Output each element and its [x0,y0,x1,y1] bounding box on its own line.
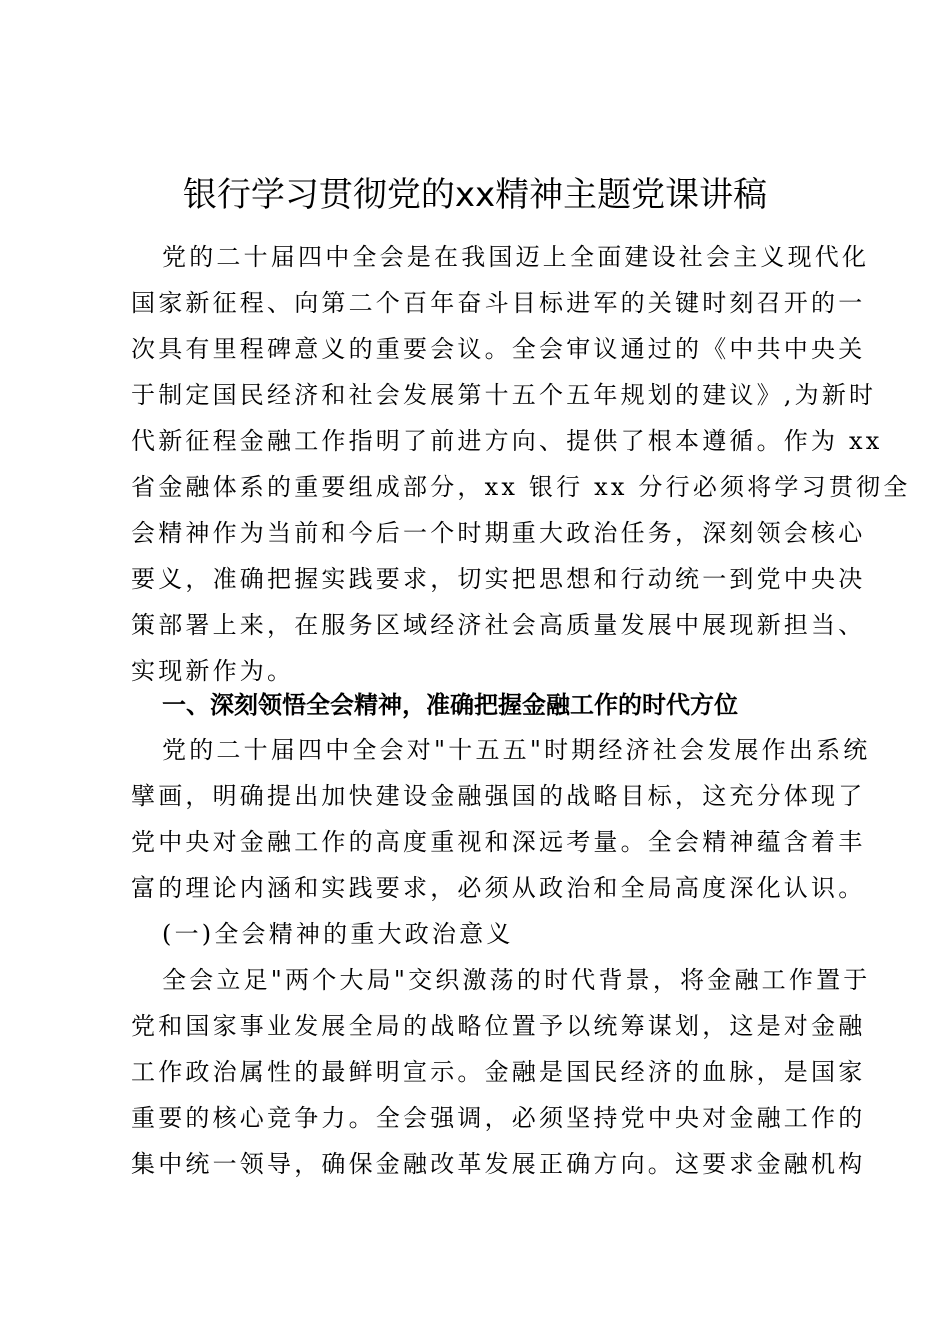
paragraph-line: 实现新作为。 [131,657,295,685]
document-title: 银行学习贯彻党的xx精神主题党课讲稿 [182,175,768,215]
paragraph-line: 党中央对金融工作的高度重视和深远考量。全会精神蕴含着丰 [131,828,866,856]
paragraph-line: 重要的核心竞争力。全会强调，必须坚持党中央对金融工作的 [131,1104,866,1132]
paragraph-line: 次具有里程碑意义的重要会议。全会审议通过的《中共中央关 [131,335,866,363]
paragraph-line: 全会立足"两个大局"交织激荡的时代背景，将金融工作置于 [162,966,871,994]
paragraph-line: 党和国家事业发展全局的战略位置予以统筹谋划，这是对金融 [131,1012,866,1040]
paragraph-line: 擘画，明确提出加快建设金融强国的战略目标，这充分体现了 [131,782,866,810]
paragraph-line: 工作政治属性的最鲜明宣示。金融是国民经济的血脉，是国家 [131,1058,866,1086]
paragraph-line: 代新征程金融工作指明了前进方向、提供了根本遵循。作为 xx [131,427,883,455]
paragraph-line: 会精神作为当前和今后一个时期重大政治任务，深刻领会核心 [131,519,866,547]
section-heading: 一、深刻领悟全会精神，准确把握金融工作的时代方位 [162,691,738,719]
subsection-heading: (一)全会精神的重大政治意义 [162,920,514,948]
paragraph-line: 要义，准确把握实践要求，切实把思想和行动统一到党中央决 [131,565,866,593]
paragraph-line: 策部署上来，在服务区域经济社会高质量发展中展现新担当、 [131,611,866,639]
paragraph-line: 富的理论内涵和实践要求，必须从政治和全局高度深化认识。 [131,874,866,902]
paragraph-line: 党的二十届四中全会是在我国迈上全面建设社会主义现代化 [162,243,870,271]
paragraph-line: 于制定国民经济和社会发展第十五个五年规划的建议》,为新时 [131,381,877,409]
paragraph-line: 集中统一领导，确保金融改革发展正确方向。这要求金融机构 [131,1150,866,1178]
paragraph-line: 省金融体系的重要组成部分，xx 银行 xx 分行必须将学习贯彻全 [131,473,911,501]
paragraph-line: 党的二十届四中全会对"十五五"时期经济社会发展作出系统 [162,736,871,764]
paragraph-line: 国家新征程、向第二个百年奋斗目标进军的关键时刻召开的一 [131,289,866,317]
